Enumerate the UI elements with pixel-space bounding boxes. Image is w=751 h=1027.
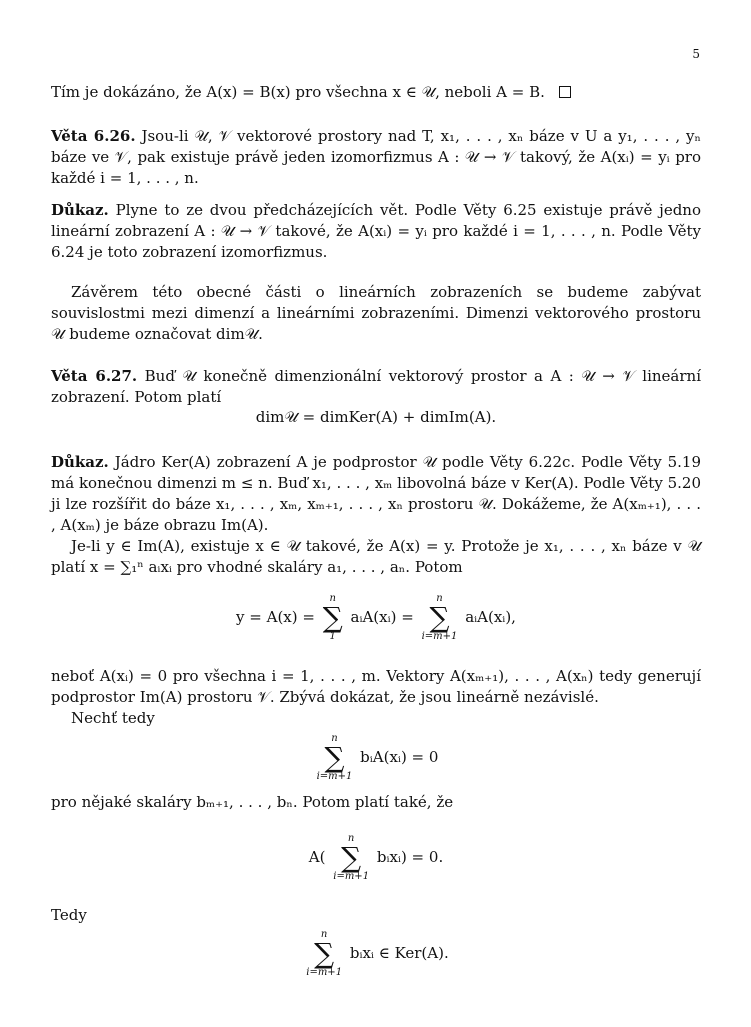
intro-paragraph [51, 282, 701, 345]
page-number: 5 [692, 47, 700, 61]
eq3-body: bᵢxᵢ) = 0. [376, 848, 444, 866]
sum-symbol: n ∑ 1 [322, 593, 343, 642]
proof-6-26 [51, 200, 701, 263]
theorem-6-26 [51, 126, 701, 189]
tedy-text: Tedy [51, 906, 87, 924]
nechte-text: Nechť tedy [71, 709, 155, 727]
paragraph-text: neboť A(xᵢ) = 0 pro všechna i = 1, . . . , m. Vektory A(xₘ₊₁), . . . , A(xₙ) tedy generují podprostor Im(A) prostoru 𝒱. Zbývá dokázat, že jsou lineárně nezávislé. [51, 667, 701, 706]
tedy-paragraph [51, 905, 701, 926]
eq2-body: bᵢA(xᵢ) = 0 [360, 748, 439, 766]
eq3-pre: A( [308, 848, 326, 866]
proof-paragraph-2: Je-li y ∈ Im(A), existuje x ∈ 𝒰 takové, že A(x) = y. Protože je x₁, . . . , xₙ báze v 𝒰 platí x = ∑₁ⁿ aᵢxᵢ pro vhodné skaláry a₁, . . . , aₙ. Potom [51, 537, 701, 576]
proof-6-27 [51, 452, 701, 578]
sum-symbol: n ∑ i=m+1 [421, 593, 458, 642]
theorem-label: Věta 6.27. [51, 367, 138, 385]
theorem-label: Věta 6.26. [51, 127, 136, 145]
eq4-body: bᵢxᵢ ∈ Ker(A). [349, 944, 449, 962]
theorem-text: Jsou-li 𝒰, 𝒱 vektorové prostory nad T, x₁, . . . , xₙ báze v U a y₁, . . . , yₙ báze ve 𝒱, pak existuje právě jeden izomorfizmus A : 𝒰 → 𝒱 takový, že A(xᵢ) = yᵢ pro každé i = 1, . . . , n. [51, 127, 701, 187]
proof-text: Jádro Ker(A) zobrazení A je podprostor 𝒰 podle Věty 6.22c. Podle Věty 5.19 má konečnou dimenzi m ≤ n. Buď x₁, . . . , xₘ libovolná báze v Ker(A). Podle Věty 5.20 ji lze rozšířit do báze x₁, . . . , xₘ, xₘ₊₁, . . . , xₙ prostoru 𝒰. Dokážeme, že A(xₘ₊₁), . . . , A(xₘ) je báze obrazu Im(A). [51, 453, 701, 534]
paragraph-after-eq1 [51, 666, 701, 729]
proof-label: Důkaz. [51, 201, 109, 219]
proof-text: Plyne to ze dvou předcházejících vět. Podle Věty 6.25 existuje právě jedno lineární zobrazení A : 𝒰 → 𝒱 takové, že A(xᵢ) = yᵢ pro každé i = 1, . . . , n. Podle Věty 6.24 je toto zobrazení izomorfizmus. [51, 201, 701, 261]
qed-box-icon [559, 86, 571, 98]
scalars-paragraph [51, 792, 701, 813]
scalars-text: pro nějaké skaláry bₘ₊₁, . . . , bₙ. Potom platí také, že [51, 793, 454, 811]
eq1-mid: aᵢA(xᵢ) = [350, 608, 414, 626]
equation-3 [51, 834, 701, 882]
equation-4 [51, 930, 701, 978]
conclusion-text: Tím je dokázáno, že A(x) = B(x) pro všechna x ∈ 𝒰, neboli A = B. [51, 83, 545, 101]
equation-2 [51, 734, 701, 782]
proof-label: Důkaz. [51, 453, 109, 471]
equation-1 [51, 594, 701, 642]
conclusion-line [51, 82, 701, 103]
theorem-text: Buď 𝒰 konečně dimenzionální vektorový prostor a A : 𝒰 → 𝒱 lineární zobrazení. Potom platí [51, 367, 701, 406]
sum-symbol: n ∑ i=m+1 [306, 929, 343, 978]
theorem-6-27 [51, 366, 701, 408]
intro-text: Závěrem této obecné části o lineárních zobrazeních se budeme zabývat souvislostmi mezi dimenzí a lineárními zobrazeními. Dimenzi vektorového prostoru 𝒰 budeme označovat dim𝒰. [51, 283, 701, 343]
sum-symbol: n ∑ i=m+1 [333, 833, 370, 882]
sum-symbol: n ∑ i=m+1 [316, 733, 353, 782]
dimension-formula: dim𝒰 = dimKer(A) + dimIm(A). [255, 408, 497, 426]
eq1-right: aᵢA(xᵢ), [465, 608, 516, 626]
eq1-left: y = A(x) = [236, 608, 315, 626]
